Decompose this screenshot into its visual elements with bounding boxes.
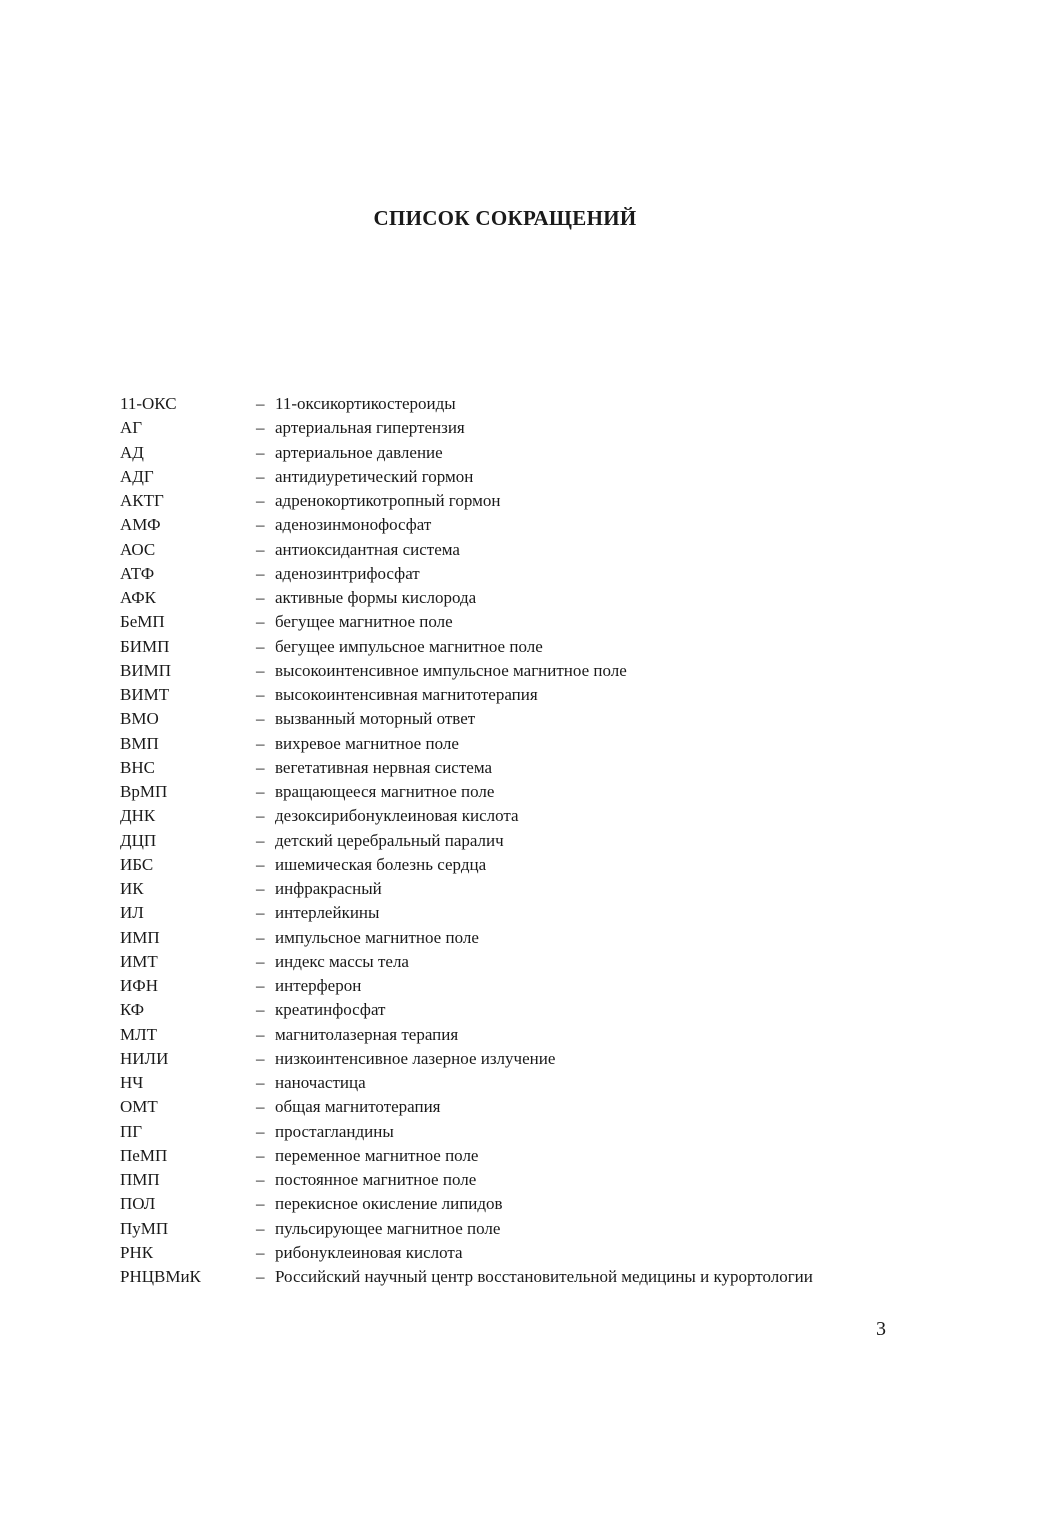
abbreviation-term: КФ (120, 1000, 145, 1020)
abbreviation-row (120, 829, 920, 853)
abbreviation-row (120, 756, 920, 780)
abbreviation-row (120, 659, 920, 683)
abbreviation-term: АФК (120, 588, 156, 607)
abbreviation-row (120, 538, 920, 562)
abbreviation-term: ВрМП (120, 782, 168, 801)
abbreviation-dash: – (256, 563, 265, 583)
abbreviation-definition: вызванный моторный ответ (275, 709, 476, 729)
abbreviation-row (120, 804, 920, 828)
abbreviation-dash: – (256, 733, 265, 753)
abbreviation-term: ИФН (120, 976, 158, 995)
abbreviation-dash: – (256, 1267, 265, 1286)
abbreviation-list (120, 392, 920, 1289)
abbreviation-row (120, 1241, 920, 1265)
abbreviation-term: НИЛИ (120, 1048, 169, 1068)
abbreviation-dash: – (256, 588, 265, 607)
abbreviation-definition: магнитолазерная терапия (275, 1024, 459, 1044)
abbreviation-definition: индекс массы тела (275, 951, 409, 971)
abbreviation-row (120, 635, 920, 659)
abbreviation-dash: – (256, 685, 265, 704)
abbreviation-definition: импульсное магнитное поле (275, 927, 479, 947)
abbreviation-definition: аденозинмонофосфат (275, 515, 432, 535)
abbreviation-definition: общая магнитотерапия (275, 1097, 441, 1117)
abbreviation-term: 11-ОКС (120, 394, 177, 413)
abbreviation-row (120, 1071, 920, 1095)
abbreviation-row (120, 683, 920, 707)
abbreviation-definition: пульсирующее магнитное поле (275, 1218, 501, 1238)
abbreviation-term: РНК (120, 1242, 154, 1262)
abbreviation-dash: – (256, 782, 265, 801)
abbreviation-row (120, 853, 920, 877)
abbreviation-dash: – (256, 927, 265, 947)
abbreviation-definition: вихревое магнитное поле (275, 733, 459, 753)
abbreviation-dash: – (256, 757, 265, 777)
abbreviation-dash: – (256, 1121, 265, 1141)
abbreviation-term: ОМТ (120, 1097, 158, 1117)
abbreviation-term: ВИМТ (120, 685, 170, 704)
abbreviation-dash: – (256, 660, 265, 680)
abbreviation-dash: – (256, 1145, 265, 1165)
abbreviation-definition: простагландины (275, 1121, 394, 1141)
abbreviation-definition: высокоинтенсивная магнитотерапия (275, 685, 538, 704)
abbreviation-dash: – (256, 539, 265, 559)
abbreviation-dash: – (256, 903, 265, 923)
abbreviation-definition: наночастица (275, 1073, 366, 1092)
abbreviation-row (120, 1168, 920, 1192)
abbreviation-dash: – (256, 612, 265, 632)
abbreviation-definition: креатинфосфат (275, 1000, 386, 1020)
abbreviation-term: НЧ (120, 1073, 144, 1092)
abbreviation-row (120, 610, 920, 634)
abbreviation-definition: интерферон (275, 976, 362, 995)
abbreviation-term: ПеМП (120, 1145, 168, 1165)
abbreviation-term: ВИМП (120, 660, 172, 680)
abbreviation-term: РНЦВМиК (120, 1267, 201, 1286)
abbreviation-dash: – (256, 1194, 265, 1214)
abbreviation-row (120, 780, 920, 804)
abbreviation-dash: – (256, 442, 265, 462)
abbreviation-row (120, 732, 920, 756)
abbreviation-row (120, 998, 920, 1022)
abbreviation-term: АД (120, 442, 144, 462)
abbreviation-definition: артериальное давление (275, 442, 443, 462)
abbreviation-row (120, 974, 920, 998)
abbreviation-row (120, 1047, 920, 1071)
abbreviation-term: АГ (120, 418, 143, 438)
abbreviation-row (120, 1265, 920, 1289)
abbreviation-dash: – (256, 806, 265, 826)
abbreviation-definition: вегетативная нервная система (275, 757, 493, 777)
abbreviation-term: БеМП (120, 612, 165, 632)
abbreviation-term: ИМТ (120, 951, 158, 971)
abbreviation-term: ВМО (120, 709, 159, 729)
abbreviation-definition: антидиуретический гормон (275, 466, 474, 486)
abbreviation-definition: Российский научный центр восстановительной медицины и курортологии (275, 1267, 813, 1286)
abbreviation-definition: бегущее магнитное поле (275, 612, 453, 632)
abbreviation-dash: – (256, 466, 265, 486)
abbreviation-dash: – (256, 1048, 265, 1068)
abbreviation-definition: инфракрасный (275, 879, 382, 898)
abbreviation-row (120, 392, 920, 416)
abbreviation-row (120, 1095, 920, 1119)
abbreviation-dash: – (256, 418, 265, 438)
abbreviation-term: МЛТ (120, 1024, 158, 1044)
abbreviation-dash: – (256, 879, 265, 898)
abbreviation-term: ИЛ (120, 903, 144, 923)
abbreviation-definition: активные формы кислорода (275, 588, 477, 607)
abbreviation-dash: – (256, 709, 265, 729)
abbreviation-row (120, 416, 920, 440)
abbreviation-definition: переменное магнитное поле (275, 1145, 479, 1165)
abbreviation-term: ПГ (120, 1121, 143, 1141)
abbreviation-dash: – (256, 1097, 265, 1117)
abbreviation-definition: интерлейкины (275, 903, 380, 923)
abbreviation-row (120, 513, 920, 537)
abbreviation-dash: – (256, 951, 265, 971)
abbreviation-dash: – (256, 854, 265, 874)
abbreviation-dash: – (256, 1073, 265, 1092)
abbreviation-definition: вращающееся магнитное поле (275, 782, 495, 801)
abbreviation-term: ИМП (120, 927, 160, 947)
abbreviation-dash: – (256, 1024, 265, 1044)
abbreviation-definition: ишемическая болезнь сердца (275, 854, 487, 874)
abbreviation-row (120, 1144, 920, 1168)
abbreviation-row (120, 1192, 920, 1216)
abbreviation-definition: низкоинтенсивное лазерное излучение (275, 1048, 556, 1068)
abbreviation-term: ВНС (120, 757, 155, 777)
abbreviation-dash: – (256, 636, 265, 656)
abbreviation-term: АОС (120, 539, 156, 559)
abbreviation-row (120, 877, 920, 901)
abbreviation-term: ВМП (120, 733, 159, 753)
abbreviation-dash: – (256, 1170, 265, 1189)
abbreviation-row (120, 926, 920, 950)
abbreviation-definition: бегущее импульсное магнитное поле (275, 636, 543, 656)
abbreviation-row (120, 441, 920, 465)
abbreviation-dash: – (256, 1000, 265, 1020)
abbreviation-row (120, 1120, 920, 1144)
abbreviation-dash: – (256, 976, 265, 995)
abbreviation-row (120, 1023, 920, 1047)
abbreviation-row (120, 707, 920, 731)
abbreviation-term: ДЦП (120, 830, 157, 850)
abbreviation-definition: высокоинтенсивное импульсное магнитное поле (275, 660, 627, 680)
abbreviation-definition: антиоксидантная система (275, 539, 460, 559)
abbreviation-term: АДГ (120, 466, 154, 486)
abbreviation-term: ПОЛ (120, 1194, 156, 1214)
abbreviation-dash: – (256, 1218, 265, 1238)
abbreviation-term: ИБС (120, 854, 154, 874)
abbreviation-row (120, 1217, 920, 1241)
abbreviation-dash: – (256, 394, 265, 413)
page-title: СПИСОК СОКРАЩЕНИЙ (373, 206, 637, 230)
abbreviation-term: ПМП (120, 1170, 160, 1189)
page-number: 3 (876, 1318, 886, 1340)
abbreviation-dash: – (256, 830, 265, 850)
abbreviation-term: АТФ (120, 563, 155, 583)
abbreviation-row (120, 901, 920, 925)
abbreviation-row (120, 562, 920, 586)
abbreviation-term: АМФ (120, 515, 161, 535)
abbreviation-row (120, 489, 920, 513)
abbreviation-definition: рибонуклеиновая кислота (275, 1242, 463, 1262)
abbreviation-dash: – (256, 1242, 265, 1262)
abbreviation-definition: детский церебральный паралич (275, 830, 504, 850)
abbreviation-term: БИМП (120, 636, 170, 656)
abbreviation-definition: аденозинтрифосфат (275, 563, 420, 583)
abbreviation-definition: адренокортикотропный гормон (275, 491, 501, 510)
abbreviation-row (120, 586, 920, 610)
abbreviation-definition: дезоксирибонуклеиновая кислота (275, 806, 519, 826)
abbreviation-term: ДНК (120, 806, 156, 826)
abbreviation-dash: – (256, 491, 265, 510)
abbreviation-term: ПуМП (120, 1218, 169, 1238)
abbreviation-dash: – (256, 515, 265, 535)
abbreviation-definition: артериальная гипертензия (275, 418, 465, 438)
abbreviation-term: ИК (120, 879, 144, 898)
abbreviation-row (120, 465, 920, 489)
abbreviation-definition: перекисное окисление липидов (275, 1194, 503, 1214)
abbreviation-row (120, 950, 920, 974)
abbreviation-definition: постоянное магнитное поле (275, 1170, 477, 1189)
abbreviation-definition: 11-оксикортикостероиды (275, 394, 456, 413)
abbreviation-term: АКТГ (120, 491, 164, 510)
